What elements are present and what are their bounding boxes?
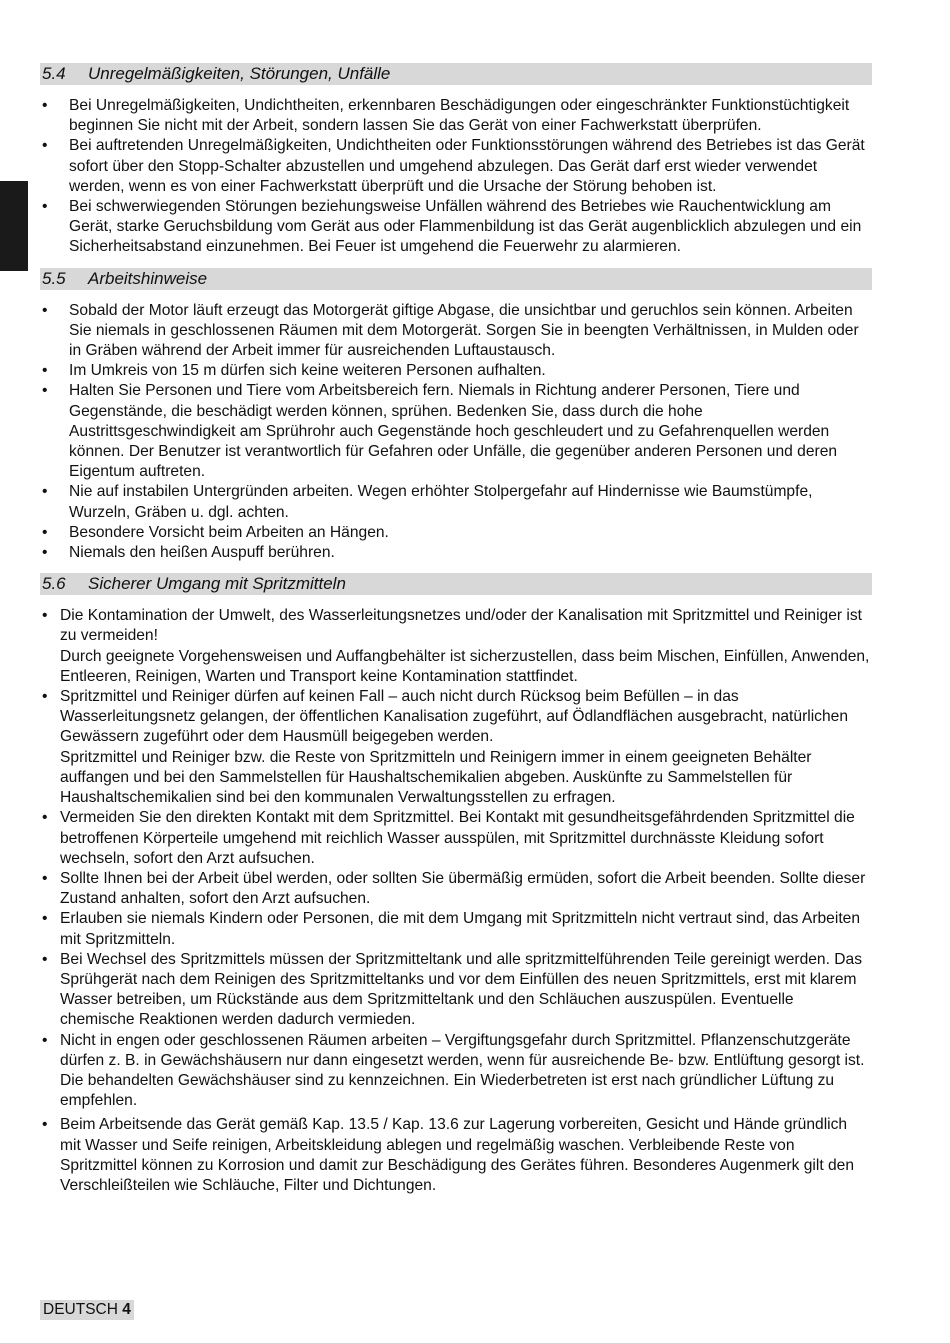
list-item	[40, 482, 872, 522]
bullet-icon: •	[42, 809, 48, 827]
list-item	[40, 301, 872, 362]
bullet-icon: •	[42, 869, 48, 887]
bullet-icon: •	[42, 97, 48, 114]
list-item	[40, 96, 872, 136]
item-text: Bei auftretenden Unregelmäßigkeiten, Undichtheiten oder Funktionsstörungen während des Betriebes ist das Gerät sofort über den Stopp-Schalter abzustellen und umgehend abzulegen. Das Gerät darf erst wieder verwendet werden, wenn es von einer Fachwerkstatt überprüft und die Ursache der Störung behoben ist.	[69, 137, 865, 195]
section-heading	[40, 63, 872, 85]
section-heading	[40, 268, 872, 290]
item-text: Beim Arbeitsende das Gerät gemäß Kap. 13.5 / Kap. 13.6 zur Lagerung vorbereiten, Gesicht und Hände gründlich mit Wasser und Seife reinigen, Arbeitskleidung ablegen und regelmäßig waschen. Verbleibende Reste von Spritzmittel können zu Korrosion und damit zur Beschädigung des Gerätes führen. Besonderes Augenmerk gilt den Verschleißteilen wie Schläuche, Filter und Dichtungen.	[60, 1116, 855, 1194]
list-item	[40, 1031, 872, 1112]
language-side-tab	[0, 181, 28, 271]
item-text: Vermeiden Sie den direkten Kontakt mit dem Spritzmittel. Bei Kontakt mit gesundheitsgefährdenden Spritzmittel die betroffenen Körperteile umgehend mit reichlich Wasser ausspülen, mit Spritzmittel durchnässte Kleidung sofort wechseln, sofort den Arzt aufsuchen.	[60, 809, 855, 867]
item-text: Im Umkreis von 15 m dürfen sich keine weiteren Personen aufhalten.	[69, 362, 546, 380]
bullet-icon: •	[42, 301, 48, 319]
section-5-4	[40, 63, 872, 258]
bullet-icon: •	[42, 910, 48, 928]
section-number: 5.5	[42, 268, 66, 288]
bullet-icon: •	[42, 607, 48, 625]
item-text: Erlauben sie niemals Kindern oder Personen, die mit dem Umgang mit Spritzmitteln nicht vertraut sind, das Arbeiten mit Spritzmitteln.	[60, 910, 861, 948]
list-item	[40, 1115, 872, 1196]
footer-language: DEUTSCH	[43, 1301, 118, 1318]
item-text: Spritzmittel und Reiniger dürfen auf keinen Fall – auch nicht durch Rücksog beim Befüllen – in das Wasserleitungsnetz gelangen, der öffentlichen Kanalisation zugeführt, auf Ödlandflächen ausgebracht, natürlichen Gewässern zugeführt oder dem Hausmüll beigegeben werden. Spritzmittel und Reiniger bzw. die Reste von Spritzmitteln und Reinigern immer in einem geeigneten Behälter auffangen und bei den Sammelstellen für Haushaltschemikalien abgeben. Auskünfte zu Sammelstellen für Haushaltschemikalien sind bei den kommunalen Verwaltungsstellen zu erfragen.	[60, 688, 849, 807]
bullet-icon: •	[42, 198, 48, 216]
page-number: 4	[122, 1301, 131, 1318]
list-item	[40, 950, 872, 1031]
section-title: Sicherer Umgang mit Spritzmitteln	[88, 574, 346, 594]
bullet-icon: •	[42, 544, 48, 562]
section-title: Arbeitshinweise	[88, 268, 208, 288]
list-item	[40, 136, 872, 197]
bullet-list	[40, 96, 872, 258]
bullet-list	[40, 606, 872, 1196]
section-number: 5.4	[42, 64, 66, 83]
list-item	[40, 869, 872, 909]
item-text: Die Kontamination der Umwelt, des Wasserleitungsnetzes und/oder der Kanalisation mit Spritzmittel und Reiniger ist zu vermeiden! Durch geeignete Vorgehensweisen und Auffangbehälter ist sicherzustellen, dass beim Mischen, Einfüllen, Anwenden, Entleeren, Reinigen, Warten und Transport keine Kontamination stattfindet.	[60, 607, 870, 685]
bullet-icon: •	[42, 1031, 48, 1049]
list-item	[40, 606, 872, 687]
list-item	[40, 523, 872, 543]
item-text: Nicht in engen oder geschlossenen Räumen arbeiten – Vergiftungsgefahr durch Spritzmittel. Pflanzenschutzgeräte dürfen z. B. in Gewächshäusern nur dann eingesetzt werden, wenn für ausreichende Be- bzw. Entlüftung gesorgt ist. Die behandelten Gewächshäuser sind zu kennzeichnen. Ein Wiederbetreten ist erst nach gründlicher Lüftung zu empfehlen.	[60, 1031, 865, 1110]
bullet-icon: •	[42, 523, 48, 541]
document-page	[40, 63, 872, 1206]
bullet-icon: •	[42, 137, 48, 155]
bullet-icon: •	[42, 1116, 48, 1134]
item-text: Niemals den heißen Auspuff berühren.	[69, 544, 335, 562]
section-5-5	[40, 268, 872, 564]
list-item	[40, 808, 872, 869]
list-item	[40, 543, 872, 563]
list-item	[40, 687, 872, 808]
page-footer	[40, 1300, 134, 1320]
bullet-icon: •	[42, 382, 48, 400]
item-text: Bei Wechsel des Spritzmittels müssen der Spritzmitteltank und alle spritzmittelführenden Teile gereinigt werden. Das Sprühgerät nach dem Reinigen des Spritzmitteltanks und vor dem Einfüllen des neuen Spritzmittels, erst mit klarem Wasser betreiben, um Rückstände aus dem Spritzmitteltank und den Schläuchen auszuspülen. Eventuelle chemische Reaktionen werden dadurch vermieden.	[60, 950, 863, 1029]
item-text: Besondere Vorsicht beim Arbeiten an Hängen.	[69, 523, 389, 541]
bullet-icon: •	[42, 483, 48, 501]
bullet-icon: •	[42, 362, 48, 380]
bullet-icon: •	[42, 950, 48, 968]
bullet-icon: •	[42, 688, 48, 706]
list-item	[40, 381, 872, 482]
section-title: Unregelmäßigkeiten, Störungen, Unfälle	[88, 64, 391, 83]
item-text: Sobald der Motor läuft erzeugt das Motorgerät giftige Abgase, die unsichtbar und geruchlos sein können. Arbeiten Sie niemals in geschlossenen Räumen mit dem Motorgerät. Sorgen Sie in beengten Verhältnissen, in Mulden oder in Gräben während der Arbeit immer für ausreichenden Luftaustausch.	[69, 301, 859, 360]
list-item	[40, 909, 872, 949]
item-text: Sollte Ihnen bei der Arbeit übel werden, oder sollten Sie übermäßig ermüden, sofort die Arbeit beenden. Sollte dieser Zustand anhalten, sofort den Arzt aufsuchen.	[60, 869, 866, 908]
section-heading	[40, 573, 872, 595]
item-text: Nie auf instabilen Untergründen arbeiten. Wegen erhöhter Stolpergefahr auf Hindernisse wie Baumstümpfe, Wurzeln, Gräben u. dgl. achten.	[69, 483, 813, 521]
section-number: 5.6	[42, 574, 66, 594]
list-item	[40, 197, 872, 258]
section-5-6	[40, 573, 872, 1196]
list-item	[40, 361, 872, 381]
item-text: Bei schwerwiegenden Störungen beziehungsweise Unfällen während des Betriebes wie Rauchentwicklung am Gerät, starke Geruchsbildung vom Gerät aus oder Flammenbildung ist das Gerät augenblicklich abzulegen und ein Sicherheitsabstand einzunehmen. Bei Feuer ist umgehend die Feuerwehr zu alarmieren.	[69, 198, 862, 256]
item-text: Halten Sie Personen und Tiere vom Arbeitsbereich fern. Niemals in Richtung anderer Personen, Tiere und Gegenstände, die beschädigt werden können, sprühen. Bedenken Sie, dass durch die hohe Austrittsgeschwindigkeit am Sprührohr auch Gegenstände hoch geschleudert und zu Gefahrenquellen werden können. Der Benutzer ist verantwortlich für Gefahren oder Unfälle, die gegenüber anderen Personen und deren Eigentum auftreten.	[69, 382, 838, 481]
bullet-list	[40, 301, 872, 564]
item-text: Bei Unregelmäßigkeiten, Undichtheiten, erkennbaren Beschädigungen oder eingeschränkter Funktionstüchtigkeit beginnen Sie nicht mit der Arbeit, sondern lassen Sie das Gerät von einer Fachwerkstatt überprüfen.	[69, 97, 850, 135]
